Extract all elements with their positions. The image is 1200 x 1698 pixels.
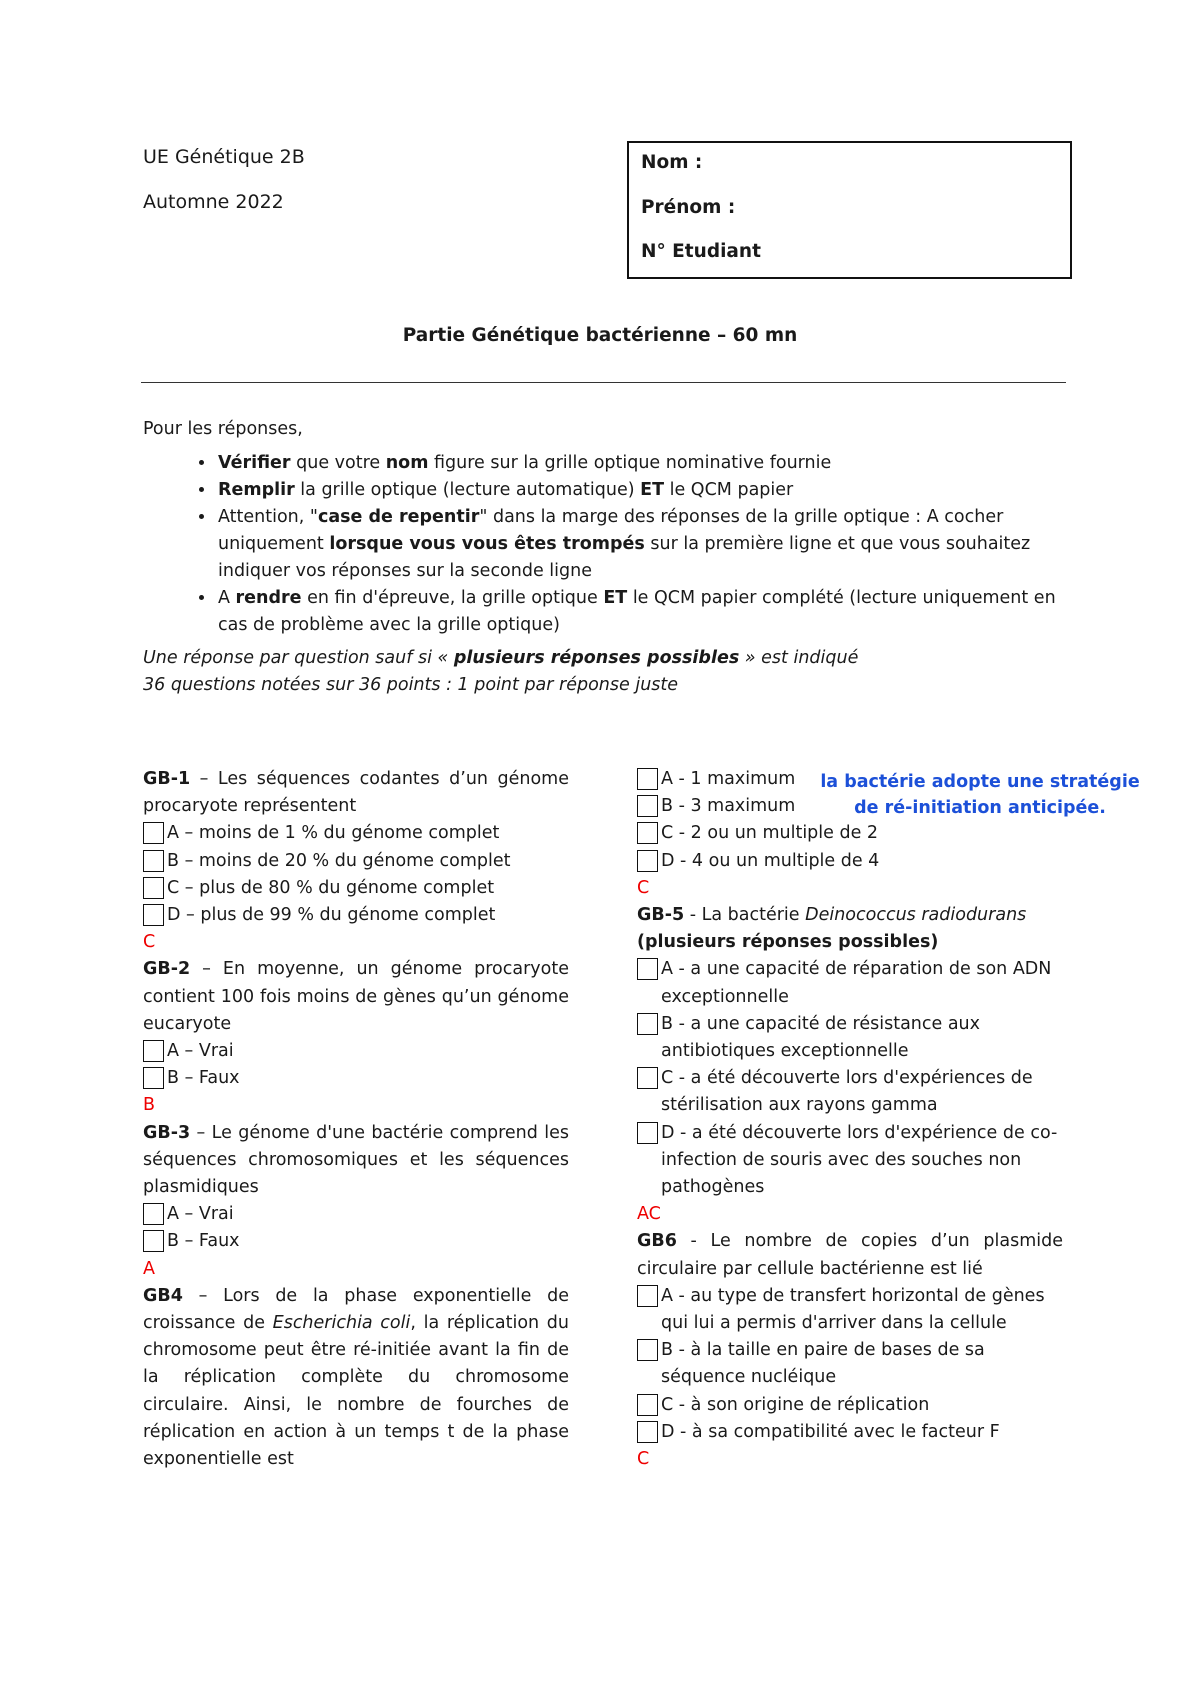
exam-title: Partie Génétique bactérienne – 60 mn — [402, 325, 798, 346]
q4-answer: C — [637, 877, 650, 898]
q6-answer: C — [637, 1449, 650, 1470]
rule-one-answer: Une réponse par question sauf si « plusieurs réponses possibles » est indiqué — [143, 648, 859, 668]
q1-answer: C — [143, 932, 156, 953]
q5-answer: AC — [637, 1204, 661, 1225]
q5-option-c[interactable]: C - a été découverte lors d'expériences de stérilisation aux rayons gamma — [637, 1065, 1063, 1119]
list-item: • Remplir la grille optique (lecture automatique) ET le QCM papier — [216, 477, 1063, 504]
checkbox[interactable] — [637, 795, 658, 817]
prenom-field[interactable]: Prénom : — [641, 197, 736, 218]
checkbox[interactable] — [143, 850, 164, 872]
annotation-note: la bactérie adopte une stratégie de ré-initiation anticipée. — [820, 772, 1140, 818]
q2-option-b[interactable]: B – Faux — [143, 1065, 569, 1092]
checkbox[interactable] — [637, 850, 658, 872]
rule-scoring: 36 questions notées sur 36 points : 1 point par réponse juste — [143, 675, 679, 695]
student-number-field[interactable]: N° Etudiant — [641, 241, 761, 262]
q3-option-b[interactable]: B – Faux — [143, 1228, 569, 1255]
question-gb5: GB-5 - La bactérie Deinococcus radiodurans (plusieurs réponses possibles) — [637, 905, 1027, 953]
nom-field[interactable]: Nom : — [641, 152, 703, 173]
q6-option-a[interactable]: A - au type de transfert horizontal de gènes qui lui a permis d'arriver dans la cellule — [637, 1283, 1063, 1337]
question-gb6: GB6 - Le nombre de copies d’un plasmide circulaire par cellule bactérienne est lié — [637, 1231, 1063, 1279]
question-gb2: GB-2 – En moyenne, un génome procaryote contient 100 fois moins de gènes qu’un génome eucaryote — [143, 959, 569, 1034]
right-column — [637, 766, 1063, 1473]
q1-option-d[interactable]: D – plus de 99 % du génome complet — [143, 902, 569, 929]
question-gb1: GB-1 – Les séquences codantes d’un génome procaryote représentent — [143, 769, 569, 817]
checkbox[interactable] — [637, 1122, 658, 1144]
list-item: • Attention, "case de repentir" dans la marge des réponses de la grille optique : A cocher uniquement lorsque vous vous êtes trompés sur la première ligne et que vous souhaitez indiquer vos réponses sur la seconde ligne — [216, 504, 1063, 585]
q4-option-d[interactable]: D - 4 ou un multiple de 4 — [637, 848, 1063, 875]
q1-option-a[interactable]: A – moins de 1 % du génome complet — [143, 820, 569, 847]
instructions-intro: Pour les réponses, — [143, 419, 303, 439]
checkbox[interactable] — [637, 1285, 658, 1307]
left-column — [143, 766, 569, 1473]
q4-option-c[interactable]: C - 2 ou un multiple de 2 — [637, 820, 1063, 847]
checkbox[interactable] — [143, 904, 164, 926]
q4-option-b[interactable]: B - 3 maximum — [637, 793, 1063, 820]
q4-option-a[interactable]: A - 1 maximum — [637, 766, 1063, 793]
list-item: • A rendre en fin d'épreuve, la grille optique ET le QCM papier complété (lecture uniquement en cas de problème avec la grille optique) — [216, 585, 1063, 639]
instructions-list — [143, 450, 1063, 639]
q6-option-c[interactable]: C - à son origine de réplication — [637, 1392, 1063, 1419]
checkbox[interactable] — [143, 1067, 164, 1089]
q3-option-a[interactable]: A – Vrai — [143, 1201, 569, 1228]
checkbox[interactable] — [637, 1394, 658, 1416]
q5-option-b[interactable]: B - a une capacité de résistance aux antibiotiques exceptionnelle — [637, 1011, 1063, 1065]
student-id-box — [627, 141, 1072, 279]
divider — [141, 382, 1066, 383]
checkbox[interactable] — [637, 822, 658, 844]
checkbox[interactable] — [637, 768, 658, 790]
q5-option-d[interactable]: D - a été découverte lors d'expérience de co-infection de souris avec des souches non pathogènes — [637, 1120, 1063, 1202]
checkbox[interactable] — [637, 1013, 658, 1035]
q5-option-a[interactable]: A - a une capacité de réparation de son ADN exceptionnelle — [637, 956, 1063, 1010]
checkbox[interactable] — [143, 1040, 164, 1062]
semester: Automne 2022 — [143, 191, 284, 213]
question-gb3: GB-3 – Le génome d'une bactérie comprend les séquences chromosomiques et les séquences plasmidiques — [143, 1122, 569, 1198]
q3-answer: A — [143, 1258, 155, 1279]
question-gb4: GB4 – Lors de la phase exponentielle de croissance de Escherichia coli, la réplication du chromosome peut être ré-initiée avant la fin de la réplication complète du chromosome circulaire. Ainsi, le nombre de fourches de réplication en action à un temps t de la phase exponentielle est — [143, 1285, 569, 1470]
q1-option-c[interactable]: C – plus de 80 % du génome complet — [143, 875, 569, 902]
checkbox[interactable] — [143, 877, 164, 899]
list-item: • Vérifier que votre nom figure sur la grille optique nominative fournie — [216, 450, 1063, 477]
q2-answer: B — [143, 1095, 156, 1116]
checkbox[interactable] — [143, 1230, 164, 1252]
checkbox[interactable] — [637, 1339, 658, 1361]
q6-option-d[interactable]: D - à sa compatibilité avec le facteur F — [637, 1419, 1063, 1446]
course-title: UE Génétique 2B — [143, 146, 305, 168]
checkbox[interactable] — [637, 958, 658, 980]
checkbox[interactable] — [143, 1203, 164, 1225]
checkbox[interactable] — [637, 1421, 658, 1443]
q6-option-b[interactable]: B - à la taille en paire de bases de sa séquence nucléique — [637, 1337, 1063, 1391]
checkbox[interactable] — [143, 822, 164, 844]
checkbox[interactable] — [637, 1067, 658, 1089]
instructions — [143, 416, 1063, 699]
q2-option-a[interactable]: A – Vrai — [143, 1038, 569, 1065]
q1-option-b[interactable]: B – moins de 20 % du génome complet — [143, 848, 569, 875]
